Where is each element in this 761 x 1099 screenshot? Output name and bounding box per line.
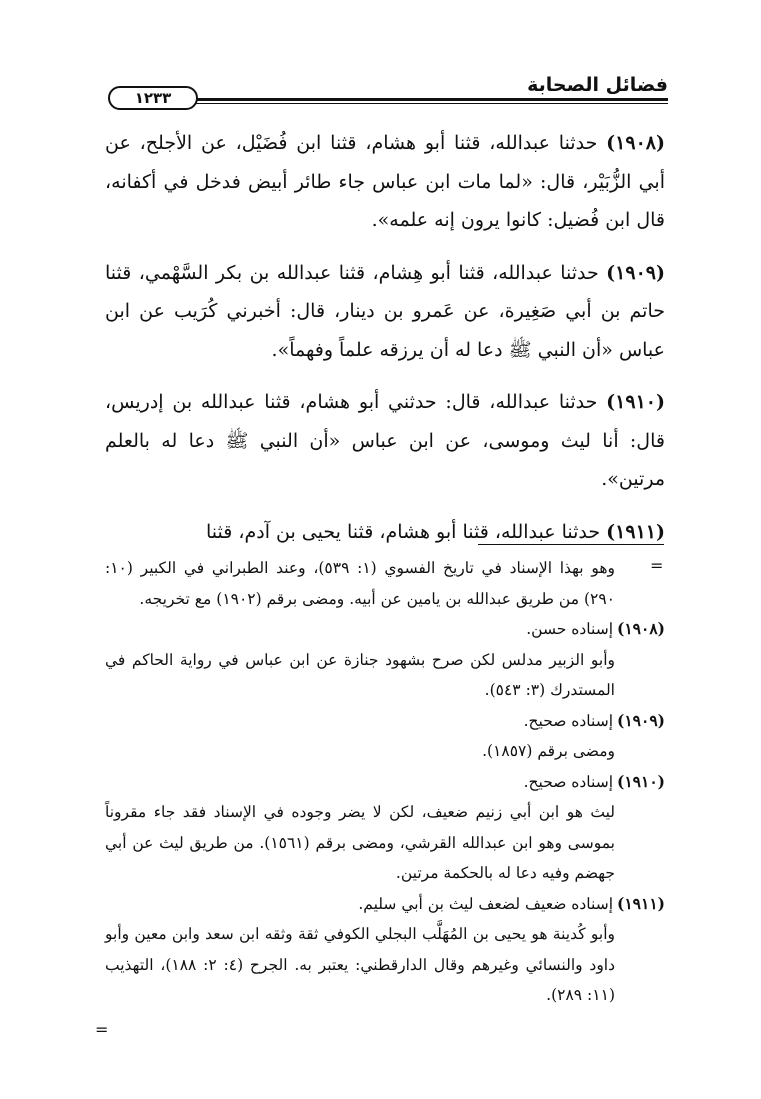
footnote-number: (١٩١٠) <box>617 771 665 791</box>
footnote-body: ومضى برقم (١٨٥٧). <box>482 742 615 760</box>
footnote-body: ليث هو ابن أبي زنيم ضعيف، لكن لا يضر وجوده في الإسناد فقد جاء مقروناً بموسى وهو ابن عبدالله القرشي، ومضى برقم (١٥٦١). من طريق ليث عن أبي جهضم وفيه دعا له بالحكمة مرتين. <box>105 803 615 882</box>
footnote-1910 <box>105 767 665 889</box>
hadith-1909 <box>105 254 665 370</box>
hadith-text: حدثنا عبدالله، قثنا أبو هِشام، قثنا عبدالله بن بكر السَّهْمي، قثنا حاتم بن أبي صَغِيرة، عن عَمرو بن دينار، قال: أخبرني كُرَيب عن ابن عباس «أن النبي ﷺ دعا له أن يرزقه علماً وفهماً». <box>105 261 665 361</box>
footnote-body: وأبو كُدينة هو يحيى بن المُهَلَّب البجلي الكوفي ثقة وثقه ابن سعد وابن معين وأبو داود والنسائي وغيرهم وقال الدارقطني: يعتبر به. الجرح (٤: ٢: ١٨٨)، التهذيب (١١: ٢٨٩). <box>105 925 616 1004</box>
footnote-head: إسناده صحيح. <box>523 772 613 791</box>
continuation-mark: = <box>650 556 664 575</box>
footnote-divider <box>478 544 664 545</box>
footnotes <box>105 553 665 1011</box>
footnote-lead: وهو بهذا الإسناد في تاريخ الفسوي (١: ٥٣٩)، وعند الطبراني في الكبير (١٠: ٢٩٠) من طريق عبدالله بن يامين عن أبيه. ومضى برقم (١٩٠٢) مع تخريجه. <box>105 559 615 608</box>
footnote-1911 <box>105 889 665 1011</box>
page-number: ١٢٣٣ <box>108 86 198 110</box>
footnote-number: (١٩٠٨) <box>617 619 665 638</box>
hadith-number: (١٩٠٨) <box>606 132 665 154</box>
footnote-1908 <box>105 614 665 706</box>
main-text <box>105 124 665 565</box>
footnote-number: (١٩١١) <box>617 893 665 913</box>
hadith-text: حدثنا عبدالله، قال: حدثني أبو هشام، قثنا عبدالله بن إدريس، قال: أنا ليث وموسى، عن ابن عباس «أن النبي ﷺ دعا له بالعلم مرتين». <box>105 391 665 490</box>
footnote-number: (١٩٠٩) <box>617 710 665 730</box>
running-header <box>100 68 668 108</box>
hadith-number: (١٩٠٩) <box>606 261 665 284</box>
header-rule-thin <box>186 103 668 104</box>
footnote-head: إسناده ضعيف لضعف ليث بن أبي سليم. <box>358 894 613 913</box>
footnote-head: إسناده حسن. <box>526 620 613 638</box>
hadith-1908 <box>105 124 665 240</box>
footnote-body: وأبو الزبير مدلس لكن صرح بشهود جنازة عن ابن عباس في رواية الحاكم في المستدرك (٣: ٥٤٣). <box>105 650 615 699</box>
footnote-head: إسناده صحيح. <box>523 711 613 730</box>
hadith-number: (١٩١٠) <box>606 391 665 413</box>
hadith-number: (١٩١١) <box>606 520 665 543</box>
book-title: فضائل الصحابة <box>527 74 668 96</box>
continued-mark: = <box>95 1020 109 1039</box>
hadith-1910 <box>105 383 665 499</box>
hadith-text: حدثنا عبدالله، قثنا أبو هشام، قثنا ابن فُضَيْل، عن الأجلح، عن أبي الزُّبَيْر، قال: «لما مات ابن عباس جاء طائر أبيض فدخل في أكفانه، قال ابن فُضيل: كانوا يرون إنه علمه». <box>105 132 665 231</box>
hadith-1911 <box>105 513 665 552</box>
footnote-1909 <box>105 706 665 767</box>
hadith-text: حدثنا عبدالله، قثنا أبو هشام، قثنا يحيى بن آدم، قثنا <box>205 520 601 543</box>
header-rule <box>186 98 668 101</box>
